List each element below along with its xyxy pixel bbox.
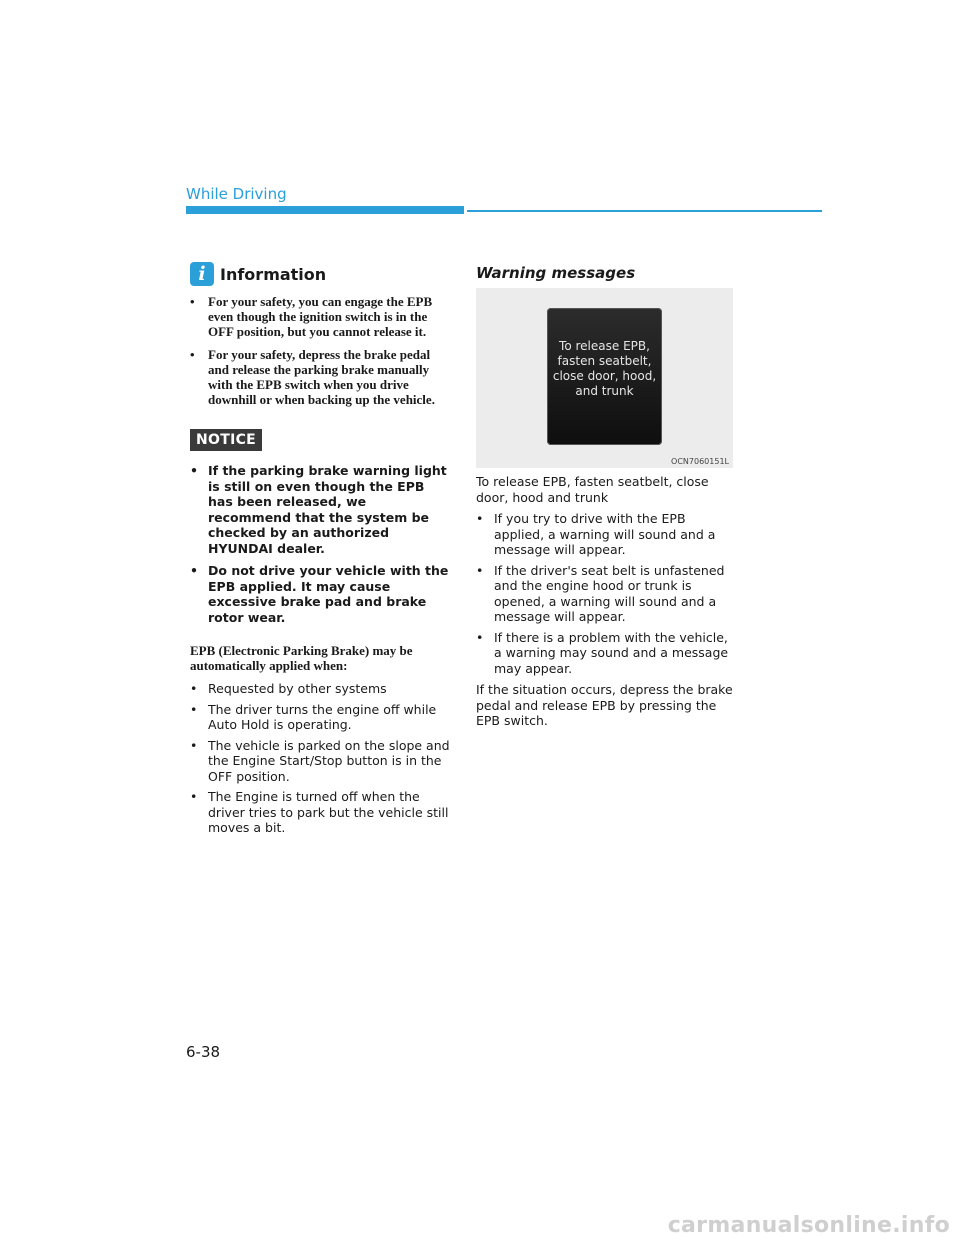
- header-accent-bar: [186, 206, 464, 214]
- list-item: • Requested by other systems: [190, 681, 452, 697]
- information-title: Information: [220, 264, 327, 284]
- section-header-title: While Driving: [186, 185, 287, 203]
- right-column: [476, 264, 734, 735]
- information-list: [190, 294, 452, 407]
- auto-apply-list: [190, 681, 452, 836]
- list-item: • If the parking brake warning light is still on even though the EPB has been released, we recommend that the system be checked by an authorized HYUNDAI dealer.: [190, 463, 452, 556]
- notice-list: [190, 463, 452, 625]
- list-item: • The driver turns the engine off while Auto Hold is operating.: [190, 702, 452, 733]
- list-item: • Do not drive your vehicle with the EPB applied. It may cause excessive brake pad and brake rotor wear.: [190, 563, 452, 625]
- list-item: • The vehicle is parked on the slope and the Engine Start/Stop button is in the OFF position.: [190, 738, 452, 785]
- watermark: carmanualsonline.info: [667, 1213, 950, 1238]
- page-number: 6-38: [186, 1043, 221, 1061]
- warning-figure: [476, 288, 733, 468]
- list-item: • For your safety, depress the brake pedal and release the parking brake manually with the EPB switch when you drive downhill or when backing up the vehicle.: [190, 347, 452, 407]
- warning-list: [476, 511, 734, 676]
- list-item: • If there is a problem with the vehicle, a warning may sound and a message may appear.: [476, 630, 734, 677]
- left-column: [190, 262, 452, 841]
- figure-code: OCN7060151L: [671, 457, 729, 466]
- warning-intro: To release EPB, fasten seatbelt, close door, hood and trunk: [476, 474, 709, 505]
- list-item: • If the driver's seat belt is unfastened and the engine hood or trunk is opened, a warning will sound and a message will appear.: [476, 563, 734, 625]
- list-item: • The Engine is turned off when the driver tries to park but the vehicle still moves a bit.: [190, 789, 452, 836]
- warning-closing: If the situation occurs, depress the brake pedal and release EPB by pressing the EPB switch.: [476, 682, 733, 728]
- cluster-display: [547, 308, 662, 445]
- cluster-display-message: To release EPB, fasten seatbelt, close door, hood, and trunk: [552, 339, 657, 398]
- warning-messages-title: Warning messages: [476, 264, 636, 282]
- information-heading: [190, 262, 452, 286]
- information-icon: i: [190, 262, 214, 286]
- notice-badge: NOTICE: [190, 429, 262, 451]
- list-item: • For your safety, you can engage the EPB even though the ignition switch is in the OFF position, but you cannot release it.: [190, 294, 452, 339]
- header-divider-line: [467, 210, 822, 212]
- auto-apply-intro: EPB (Electronic Parking Brake) may be automatically applied when:: [190, 643, 413, 673]
- list-item: • If you try to drive with the EPB applied, a warning will sound and a message will appear.: [476, 511, 734, 558]
